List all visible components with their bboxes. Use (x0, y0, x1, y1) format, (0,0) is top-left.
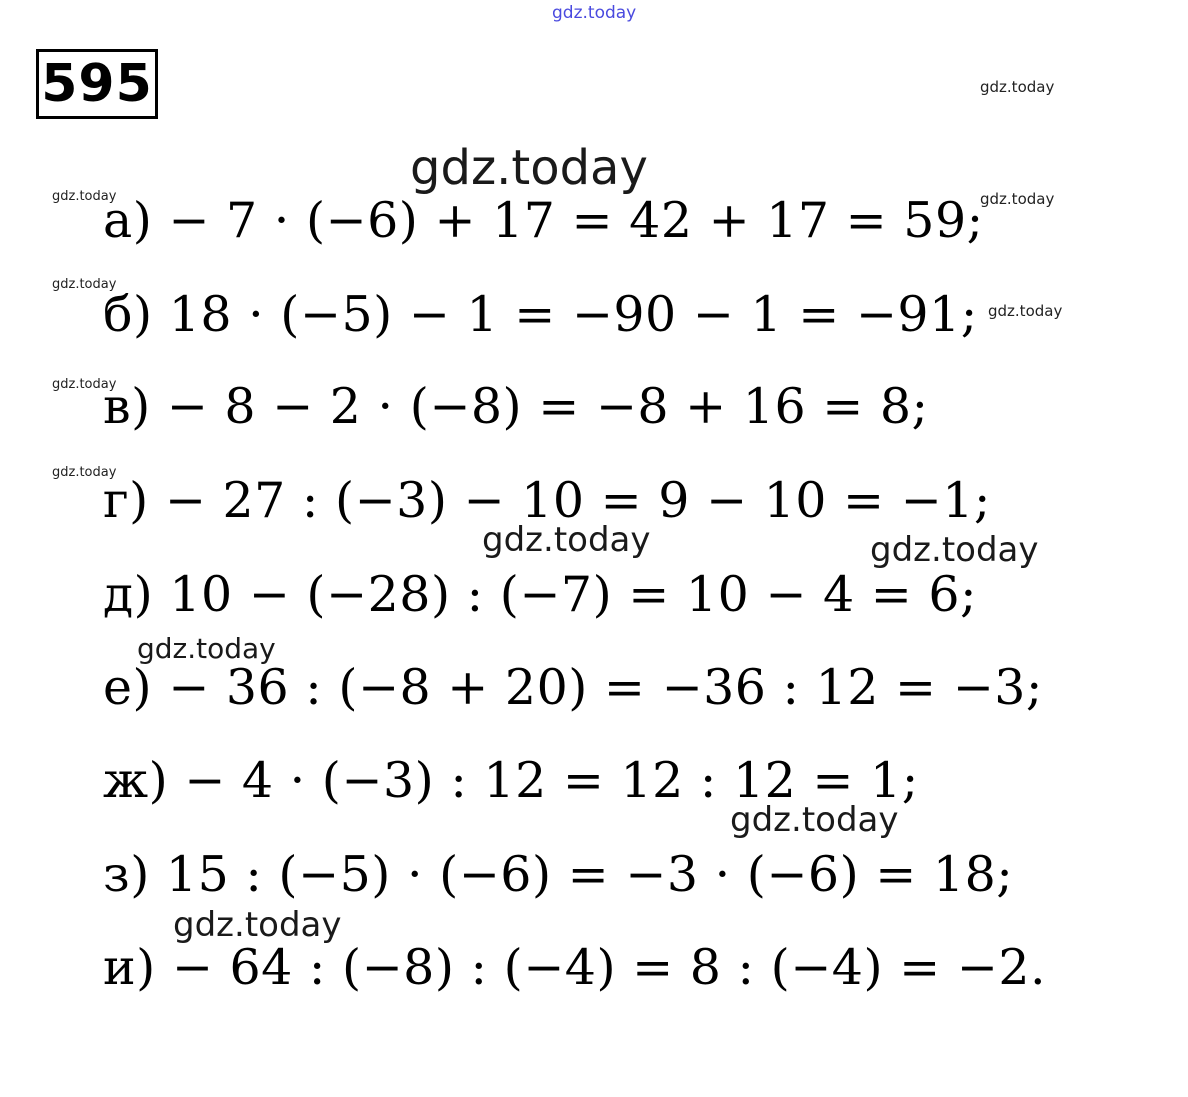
watermark: gdz.today (980, 78, 1055, 96)
solution-line-zh: ж) − 4 · (−3) : 12 = 12 : 12 = 1; (103, 752, 919, 809)
solution-line-z: з) 15 : (−5) · (−6) = −3 · (−6) = 18; (103, 846, 1014, 903)
watermark-top: gdz.today (552, 3, 637, 23)
watermark: gdz.today (730, 800, 899, 840)
solution-line-b: б) 18 · (−5) − 1 = −90 − 1 = −91; (103, 286, 978, 343)
watermark: gdz.today (980, 190, 1055, 208)
watermark: gdz.today (137, 632, 276, 665)
watermark: gdz.today (52, 277, 117, 292)
watermark: gdz.today (52, 465, 117, 480)
watermark: gdz.today (173, 905, 342, 945)
watermark: gdz.today (482, 520, 651, 560)
solution-line-a: а) − 7 · (−6) + 17 = 42 + 17 = 59; (103, 192, 984, 249)
watermark: gdz.today (988, 302, 1063, 320)
solution-line-g: г) − 27 : (−3) − 10 = 9 − 10 = −1; (103, 472, 991, 529)
solution-line-i: и) − 64 : (−8) : (−4) = 8 : (−4) = −2. (103, 939, 1047, 996)
watermark: gdz.today (52, 189, 117, 204)
watermark: gdz.today (410, 140, 648, 196)
watermark: gdz.today (870, 530, 1039, 570)
watermark: gdz.today (52, 377, 117, 392)
solution-line-v: в) − 8 − 2 · (−8) = −8 + 16 = 8; (103, 378, 929, 435)
solution-line-d: д) 10 − (−28) : (−7) = 10 − 4 = 6; (103, 566, 978, 623)
problem-number: 595 (36, 49, 158, 119)
solution-line-e: е) − 36 : (−8 + 20) = −36 : 12 = −3; (103, 659, 1043, 716)
